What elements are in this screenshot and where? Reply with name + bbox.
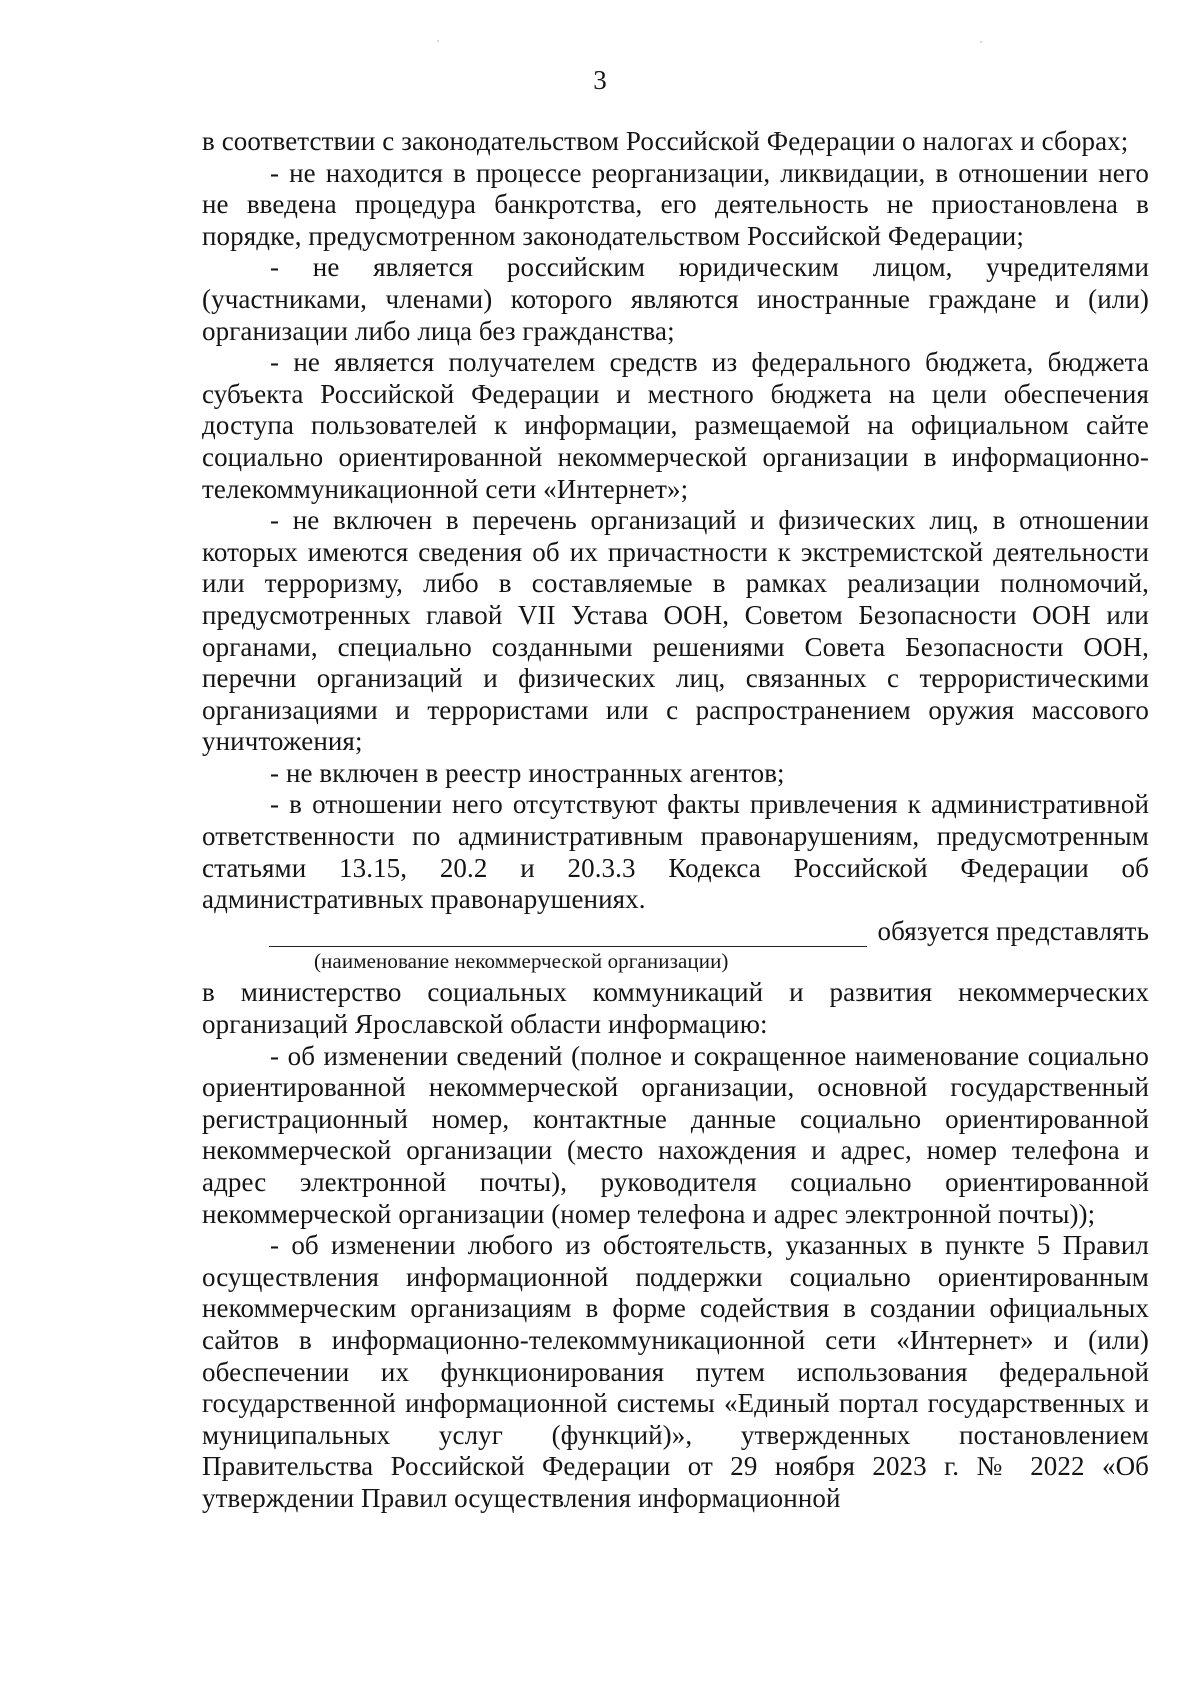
paragraph-no-administrative-liability: - в отношении него отсутствуют факты привлечения к административной ответственности по административным правонарушениям, предусмотренным статьями 13.15, 20.2 и 20.3.3 Кодекса Российской Федерации об административных правонарушениях. (202, 789, 1149, 915)
paragraph-change-of-circumstances: - об изменении любого из обстоятельств, указанных в пункте 5 Правил осуществления информационной поддержки социально ориентированным некоммерческим организациям в форме содействия в создании официальных сайтов в информационно-телекоммуникационной сети «Интернет» и (или) обеспечении их функционирования путем использования федеральной государственной информационной системы «Единый портал государственных и муниципальных услуг (функций)», утвержденных постановлением Правительства Российской Федерации от 29 ноября 2023 г. № 2022 «Об утверждении Правил осуществления информационной (202, 1230, 1149, 1513)
paragraph-change-of-details: - об изменении сведений (полное и сокращенное наименование социально ориентированной некоммерческой организации, основной государственный регистрационный номер, контактные данные социально ориентированной некоммерческой организации (место нахождения и адрес, номер телефона и адрес электронной почты), руководителя социально ориентированной некоммерческой организации (номер телефона и адрес электронной почты)); (202, 1040, 1149, 1229)
paragraph-not-foreign-founded: - не является российским юридическим лицом, учредителями (участниками, членами) которого являются иностранные граждане и (или) организации либо лица без гражданства; (202, 252, 1149, 346)
paragraph-not-in-reorganization: - не находится в процессе реорганизации, ликвидации, в отношении него не введена процедура банкротства, его деятельность не приостановлена в порядке, предусмотренном законодательством Российской Федерации; (202, 157, 1149, 251)
scan-speck (437, 40, 439, 42)
paragraph-not-in-extremist-list: - не включен в перечень организаций и физических лиц, в отношении которых имеются сведения об их причастности к экстремистской деятельности или терроризму, либо в составляемые в рамках реализации полномочий, предусмотренных главой VII Устава ООН, Советом Безопасности ООН или органами, специально созданными решениями Совета Безопасности ООН, перечни организаций и физических лиц, связанных с террористическими организациями и террористами или с распространением оружия массового уничтожения; (202, 505, 1149, 757)
paragraph-ministry: в министерство социальных коммуникаций и развития некоммерческих организаций Ярославской области информацию: (202, 977, 1149, 1040)
document-body (202, 126, 1149, 1515)
obligation-text: обязуется представлять (877, 915, 1149, 946)
paragraph-not-foreign-agent: - не включен в реестр иностранных агентов; (270, 757, 785, 788)
scan-speck (980, 41, 982, 43)
paragraph-not-budget-recipient: - не является получателем средств из федерального бюджета, бюджета субъекта Российской Федерации и местного бюджета на цели обеспечения доступа пользователей к информации, размещаемой на официальном сайте социально ориентированной некоммерческой организации в информационно-телекоммуникационной сети «Интернет»; (202, 347, 1149, 504)
organization-name-caption: (наименование некоммерческой организации) (314, 949, 729, 974)
page-number: 3 (593, 65, 607, 95)
paragraph-continuation: в соответствии с законодательством Российской Федерации о налогах и сборах; (202, 126, 1129, 156)
organization-name-line (202, 916, 1149, 948)
organization-name-blank (269, 924, 867, 947)
